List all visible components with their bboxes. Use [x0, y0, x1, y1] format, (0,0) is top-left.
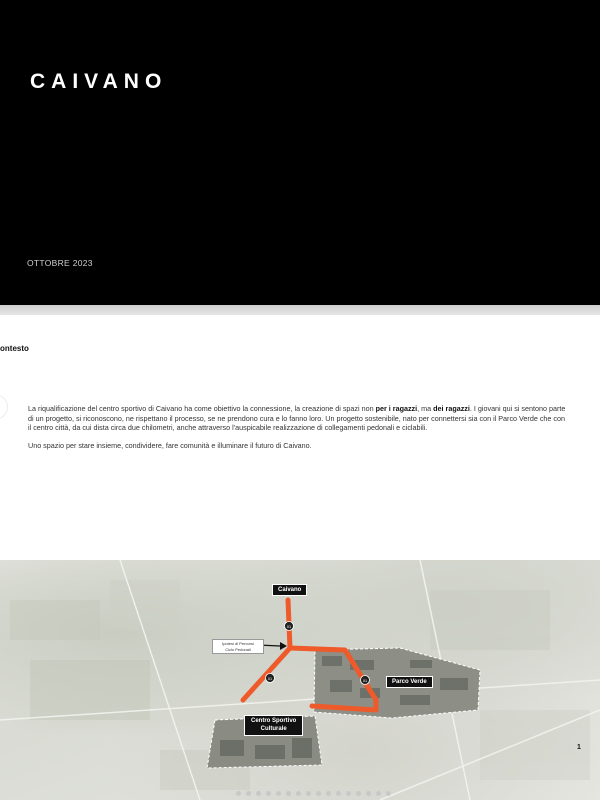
callout-line1: Ipotesi di Percorsi [222, 641, 254, 646]
p1-intro: La riqualificazione del centro sportivo di Caivano ha come obiettivo la connessione, la creazione di spazi non [28, 404, 376, 413]
dot[interactable] [286, 791, 291, 796]
label-centro-sportivo [244, 715, 303, 736]
p1-bold-2: dei ragazzi [433, 404, 470, 413]
dot[interactable] [346, 791, 351, 796]
label-parco-verde: Parco Verde [386, 676, 433, 688]
dot[interactable] [266, 791, 271, 796]
route-marker-1-text: 01 [286, 625, 292, 629]
route-marker-3-text: 01 [267, 677, 273, 681]
route-marker-1 [285, 622, 294, 631]
dot[interactable] [336, 791, 341, 796]
route-marker-2 [361, 676, 370, 685]
dot[interactable] [236, 791, 241, 796]
dot[interactable] [256, 791, 261, 796]
intro-text [28, 404, 568, 458]
dot[interactable] [326, 791, 331, 796]
dot[interactable] [246, 791, 251, 796]
aerial-map [0, 560, 600, 800]
route-marker-3 [266, 674, 275, 683]
context-slide [0, 315, 600, 800]
p1-bold-1: per i ragazzi [375, 404, 418, 413]
dot[interactable] [316, 791, 321, 796]
route-branch [243, 648, 290, 700]
slide-divider [0, 305, 600, 315]
side-tab[interactable] [0, 395, 8, 419]
map-graphics [0, 560, 600, 800]
cover-date: OTTOBRE 2023 [27, 258, 93, 268]
page-number: 1 [577, 744, 581, 751]
dot[interactable] [356, 791, 361, 796]
intro-paragraph-1 [28, 404, 568, 433]
section-title: ontesto [0, 344, 29, 353]
p1-rest: . I giovani qui si sentono parte di un progetto, si riconoscono, ne rispettano il processo, se ne prendono cura e lo fanno loro. Un progetto sostenibile, nato per connettersi sia con il Parco Verde che con il centro città, da cui dista circa due chilometri, anche attraverso l'auspicabile realizzazione di collegamenti pedonali e ciclabili. [28, 404, 566, 433]
label-centro-line1: Centro Sportivo [251, 718, 297, 724]
dot[interactable] [386, 791, 391, 796]
callout-line2: Ciclo Pedonali [225, 646, 251, 652]
label-centro-line2: Culturale [260, 725, 287, 732]
p1-mid: , ma [417, 404, 434, 413]
dot[interactable] [376, 791, 381, 796]
cover-slide [0, 0, 600, 305]
cover-title: CAIVANO [30, 70, 168, 93]
dot[interactable] [306, 791, 311, 796]
label-caivano: Caivano [272, 584, 307, 596]
dot[interactable] [276, 791, 281, 796]
route-callout [212, 639, 264, 654]
dot[interactable] [366, 791, 371, 796]
intro-paragraph-2: Uno spazio per stare insieme, condividere, fare comunità e illuminare il futuro di Caivano. [28, 440, 312, 450]
route-marker-2-text: 01 [362, 679, 368, 683]
dot[interactable] [296, 791, 301, 796]
pagination-dots[interactable] [236, 791, 391, 796]
